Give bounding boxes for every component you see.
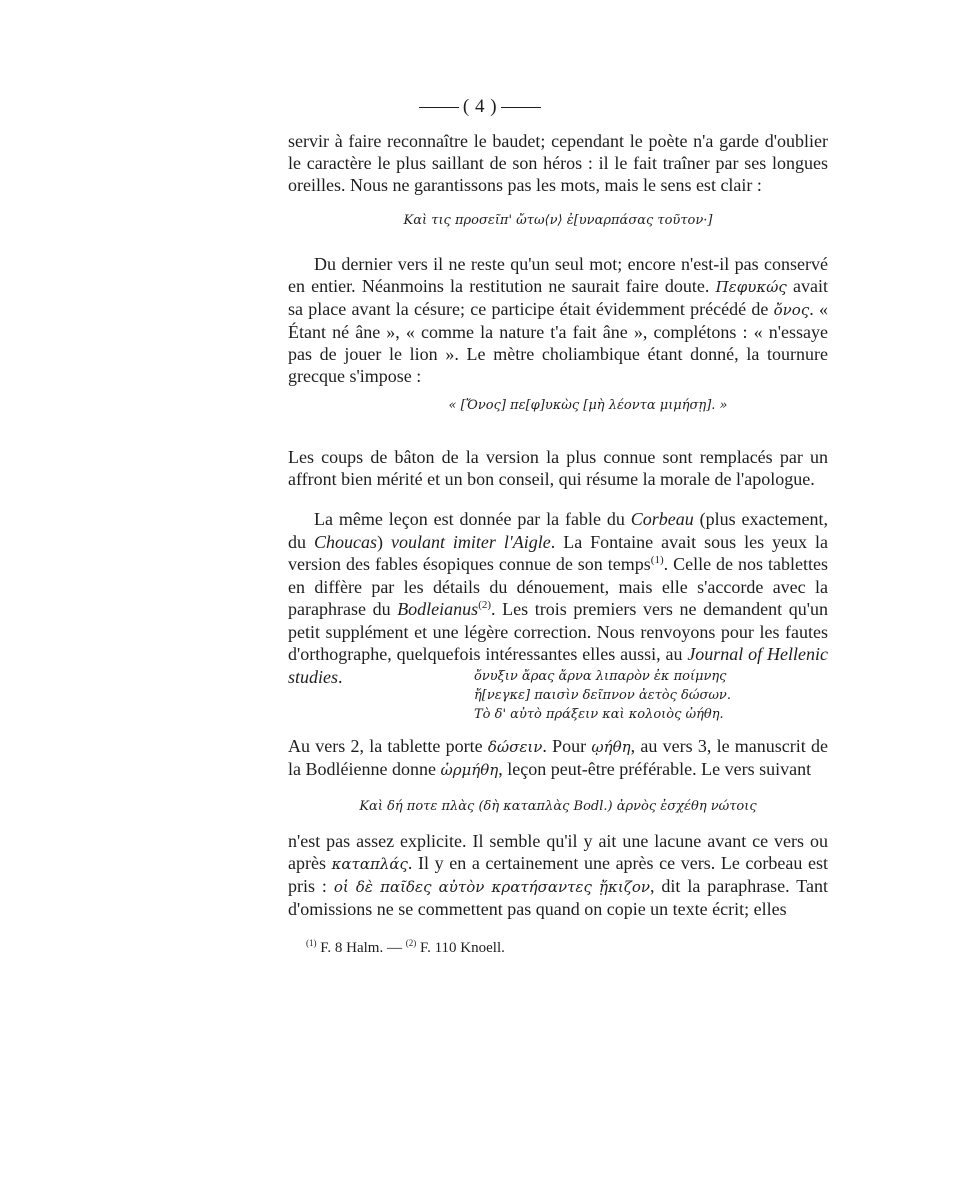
paragraph-4-text-g: . [338,666,343,687]
paragraph-1-text: servir à faire reconnaître le baudet; cependant le poète n'a garde d'oublier le caractère le plus saillant de son héros : il le fait traîner par ses longues oreilles. Nous ne garantissons pas les mots, mais le sens est clair : [288,131,828,195]
paragraph-5-greek-a: δώσειν [487,738,543,756]
paragraph-4-text-a: La même leçon est donnée par la fable du [314,509,631,529]
paragraph-6 [288,830,828,920]
verse-3-line-2: ἤ[νεγκε] παισὶν δεῖπνον ἀετὸς δώσων. [474,688,731,703]
paragraph-2-greek-a: Πεφυκώς [715,278,787,296]
paragraph-5-greek-b: ῳήθη [591,738,631,756]
verse-4: Καὶ δή ποτε πλὰς (δὴ καταπλὰς Bodl.) ἀρνὸς ἐσχέθη νώτοις [359,799,757,814]
paragraph-5-text-c: , au vers 3, le manuscrit de la Bodléienne donne [288,736,829,779]
paragraph-4-text-f: . Les trois premiers vers ne demandent qu'un petit supplément et une légère correction. Nous renvoyons pour les fautes d'orthographe, quelquefois intéressantes elles aussi, au [288,599,828,664]
paragraph-4-text-e: . Celle de nos tablettes en diffère par les détails du dénouement, mais elle s'accorde avec la paraphrase du [288,554,828,619]
paragraph-6-greek-a: καταπλάς [331,855,408,873]
paragraph-5-text-a: Au vers 2, la tablette porte [288,736,488,756]
paragraph-5 [288,735,828,781]
page-header [0,96,960,118]
paragraph-2-text-c: . « Étant né âne », « comme la nature t'a fait âne », complétons : « n'essaye pas de jouer le lion ». Le mètre choliambique étant donné, la tournure grecque s'impose : [288,299,828,386]
verse-2: « [Ὄνος] πε[φ]υκὼς [μὴ λέοντα μιμήσῃ]. » [448,398,728,413]
footnote-text-2: F. 110 Knoell. [416,940,505,956]
header-rule-right [501,107,541,108]
verse-3-line-1: ὄνυξιν ἄρας ἄρνα λιπαρὸν ἐκ ποίμνης [474,669,727,684]
paragraph-2-text-a: Du dernier vers il ne reste qu'un seul mot; encore n'est-il pas conservé en entier. Néanmoins la restitution ne saurait faire doute. [288,254,828,296]
paragraph-4 [288,508,828,688]
paragraph-5-text-b: . Pour [542,736,592,756]
paragraph-4-italic-choucas: Choucas [313,531,377,552]
paragraph-2-text-b: avait sa place avant la césure; ce participe était évidemment précédé de [288,276,828,319]
header-rule-left [419,107,459,108]
page-number: ( 4 ) [462,96,498,117]
paragraph-4-text-d: . La Fontaine avait sous les yeux la version des fables ésopiques connue de son temps [288,531,828,574]
verse-1: Καὶ τις προσεῖπ' ὤτω⟨ν⟩ ἐ[υναρπάσας τοῦτον·] [403,213,713,228]
paragraph-4-italic-bodleianus: Bodleianus [397,599,479,619]
paragraph-3-text: Les coups de bâton de la version la plus connue sont remplacés par un affront bien mérité et un bon conseil, qui résume la morale de l'apologue. [288,447,828,489]
footnote-ref-2: (2) [478,599,492,611]
paragraph-6-text-b: . Il y en a certainement une après ce vers. Le corbeau est pris : [288,853,828,896]
paragraph-6-greek-b: οἱ δὲ παῖδες αὐτὸν κρατήσαντες ᾔκιζον [333,878,651,896]
paragraph-6-text-a: n'est pas assez explicite. Il semble qu'il y ait une lacune avant ce vers ou après [288,831,828,873]
paragraph-1 [288,130,828,196]
footnote-mark-1: (1) [306,938,317,948]
footnote-mark-2: (2) [405,938,417,948]
paragraph-4-text-c: ) [376,531,391,552]
footnotes [306,940,505,957]
verse-3 [474,667,731,724]
paragraph-5-text-d: , leçon peut-être préférable. Le vers suivant [498,759,812,779]
paragraph-6-text-c: , dit la paraphrase. Tant d'omissions ne se commettent pas quand on copie un texte écrit; elles [288,876,828,919]
paragraph-4-italic-aigle: voulant imiter l'Aigle [390,531,551,552]
footnote-text-1: F. 8 Halm. — [316,940,406,956]
footnote-ref-1: (1) [650,554,664,566]
paragraph-2 [288,253,828,387]
paragraph-2-greek-b: ὄνος [773,301,810,319]
paragraph-5-greek-c: ὡρμήθη [440,761,499,779]
paragraph-3 [288,446,828,490]
verse-3-line-3: Τὸ δ' αὐτὸ πράξειν καὶ κολοιὸς ὠήθη. [474,707,724,722]
paragraph-4-text-b: (plus exactement, du [288,509,828,552]
paragraph-4-italic-journal: Journal of Hellenic studies [288,644,829,687]
paragraph-4-italic-corbeau: Corbeau [630,509,694,529]
